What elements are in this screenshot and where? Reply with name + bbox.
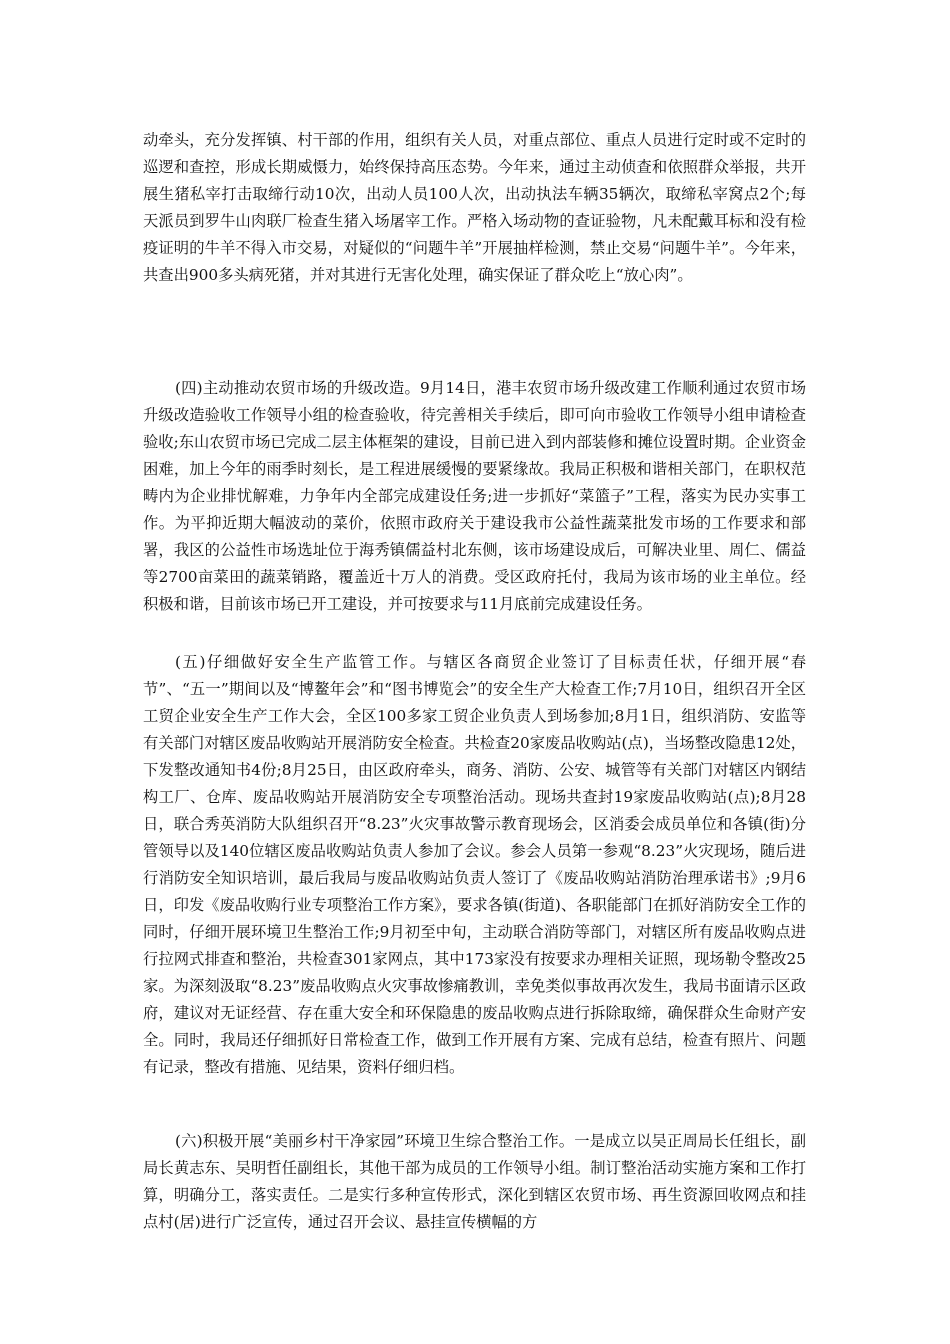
paragraph-section-5: (五)仔细做好安全生产监管工作。与辖区各商贸企业签订了目标责任状，仔细开展“春节”、“五一”期间以及“博鳌年会”和“图书博览会”的安全生产大检查工作;7月10日，组织召开全区工贸企业安全生产工作大会，全区100多家工贸企业负责人到场参加;8月1日，组织消防、安监等有关部门对辖区废品收购站开展消防安全检查。共检查20家废品收购站(点)，当场整改隐患12处，下发整改通知书4份;8月25日，由区政府牵头，商务、消防、公安、城管等有关部门对辖区内钢结构工厂、仓库、废品收购站开展消防安全专项整治活动。现场共查封19家废品收购站(点);8月28日，联合秀英消防大队组织召开“8.23”火灾事故警示教育现场会，区消委会成员单位和各镇(街)分管领导以及140位辖区废品收购站负责人参加了会议。参会人员第一参观“8.23”火灾现场，随后进行消防安全知识培训，最后我局与废品收购站负责人签订了《废品收购站消防治理承诺书》;9月6日，印发《废品收购行业专项整治工作方案》，要求各镇(街道)、各职能部门在抓好消防安全工作的同时，仔细开展环境卫生整治工作;9月初至中旬，主动联合消防等部门，对辖区所有废品收购点进行拉网式排查和整治，共检查301家网点，其中173家没有按要求办理相关证照，现场勒令整改25家。为深刻汲取“8.23”废品收购点火灾事故惨痛教训，幸免类似事故再次发生，我局书面请示区政府，建议对无证经营、存在重大安全和环保隐患的废品收购点进行拆除取缔，确保群众生命财产安全。同时，我局还仔细抓好日常检查工作，做到工作开展有方案、完成有总结，检查有照片、问题有记录，整改有措施、见结果，资料仔细归档。 <box>143 653 806 1076</box>
paragraph-continuation: 动牵头，充分发挥镇、村干部的作用，组织有关人员，对重点部位、重点人员进行定时或不定时的巡逻和查控，形成长期威慑力，始终保持高压态势。今年来，通过主动侦查和依照群众举报，共开展生猪私宰打击取缔行动10次，出动人员100人次，出动执法车辆35辆次，取缔私宰窝点2个;每天派员到罗牛山肉联厂检查生猪入场屠宰工作。严格入场动物的查证验物，凡未配戴耳标和没有检疫证明的牛羊不得入市交易，对疑似的“问题牛羊”开展抽样检测，禁止交易“问题牛羊”。今年来，共查出900多头病死猪，并对其进行无害化处理，确实保证了群众吃上“放心肉”。 <box>143 131 806 284</box>
paragraph-section-4: (四)主动推动农贸市场的升级改造。9月14日，港丰农贸市场升级改建工作顺利通过农贸市场升级改造验收工作领导小组的检查验收，待完善相关手续后，即可向市验收工作领导小组申请检查验收;东山农贸市场已完成二层主体框架的建设，目前已进入到内部装修和摊位设置时期。企业资金困难，加上今年的雨季时刻长，是工程进展缓慢的要紧缘故。我局正积极和谐相关部门，在职权范畴内为企业排忧解难，力争年内全部完成建设任务;进一步抓好“菜篮子”工程，落实为民办实事工作。为平抑近期大幅波动的菜价，依照市政府关于建设我市公益性蔬菜批发市场的工作要求和部署，我区的公益性市场选址位于海秀镇儒益村北东侧，该市场建设成后，可解决业里、周仁、儒益等2700亩菜田的蔬菜销路，覆盖近十万人的消费。受区政府托付，我局为该市场的业主单位。经积极和谐，目前该市场已开工建设，并可按要求与11月底前完成建设任务。 <box>143 379 806 613</box>
paragraph-section-6: (六)积极开展“美丽乡村干净家园”环境卫生综合整治工作。一是成立以吴正周局长任组长，副局长黄志东、吴明哲任副组长，其他干部为成员的工作领导小组。制订整治活动实施方案和工作打算，明确分工，落实责任。二是实行多种宣传形式，深化到辖区农贸市场、再生资源回收网点和挂点村(居)进行广泛宣传，通过召开会议、悬挂宣传横幅的方 <box>143 1132 806 1231</box>
